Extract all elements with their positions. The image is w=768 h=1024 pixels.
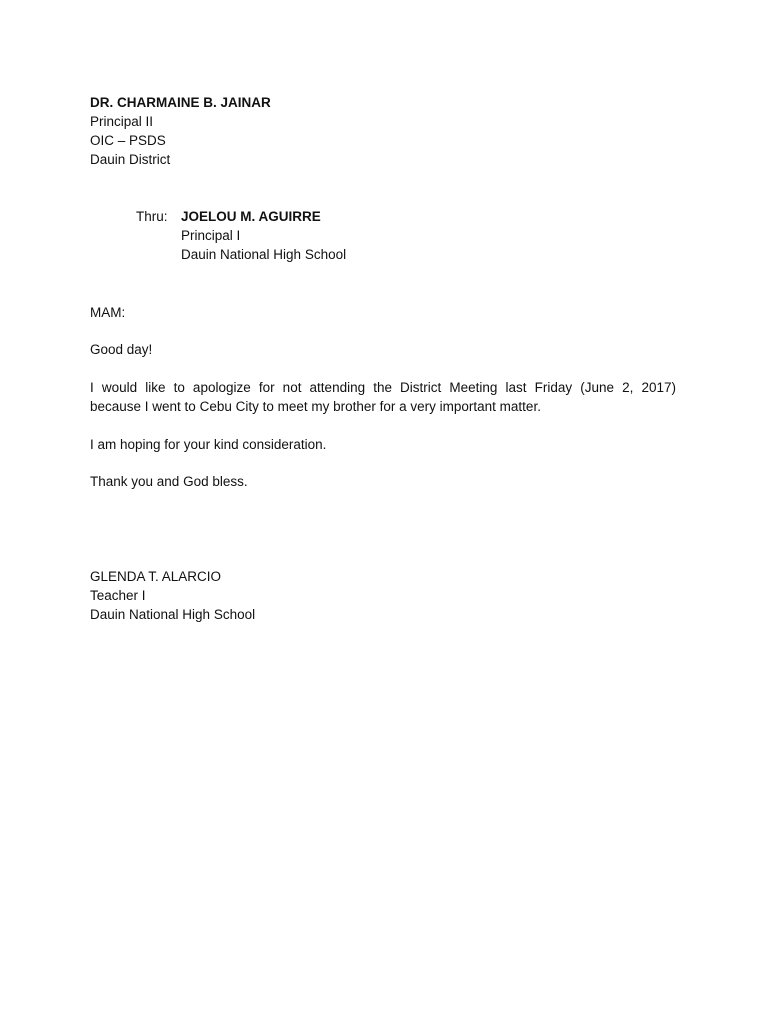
- thru-label: Thru:: [136, 209, 168, 224]
- thru-title: Principal I: [181, 228, 241, 243]
- addressee-district: Dauin District: [90, 152, 171, 167]
- body-paragraph-2: I am hoping for your kind consideration.: [90, 437, 327, 452]
- body-paragraph-1-line-1: I would like to apologize for not attending the District Meeting last Friday (June 2, 2017): [90, 380, 676, 395]
- closing: Thank you and God bless.: [90, 474, 248, 489]
- sender-school: Dauin National High School: [90, 607, 256, 622]
- addressee-title: Principal II: [90, 114, 154, 129]
- thru-school: Dauin National High School: [181, 247, 347, 262]
- sender-name: GLENDA T. ALARCIO: [90, 569, 222, 584]
- salutation: MAM:: [90, 305, 126, 320]
- body-paragraph-1-line-2: because I went to Cebu City to meet my brother for a very important matter.: [90, 399, 541, 414]
- addressee-position: OIC – PSDS: [90, 133, 166, 148]
- sender-title: Teacher I: [90, 588, 146, 603]
- addressee-name: DR. CHARMAINE B. JAINAR: [90, 95, 271, 110]
- body-paragraph-1: [90, 378, 676, 416]
- thru-name: JOELOU M. AGUIRRE: [181, 209, 321, 224]
- greeting: Good day!: [90, 342, 153, 357]
